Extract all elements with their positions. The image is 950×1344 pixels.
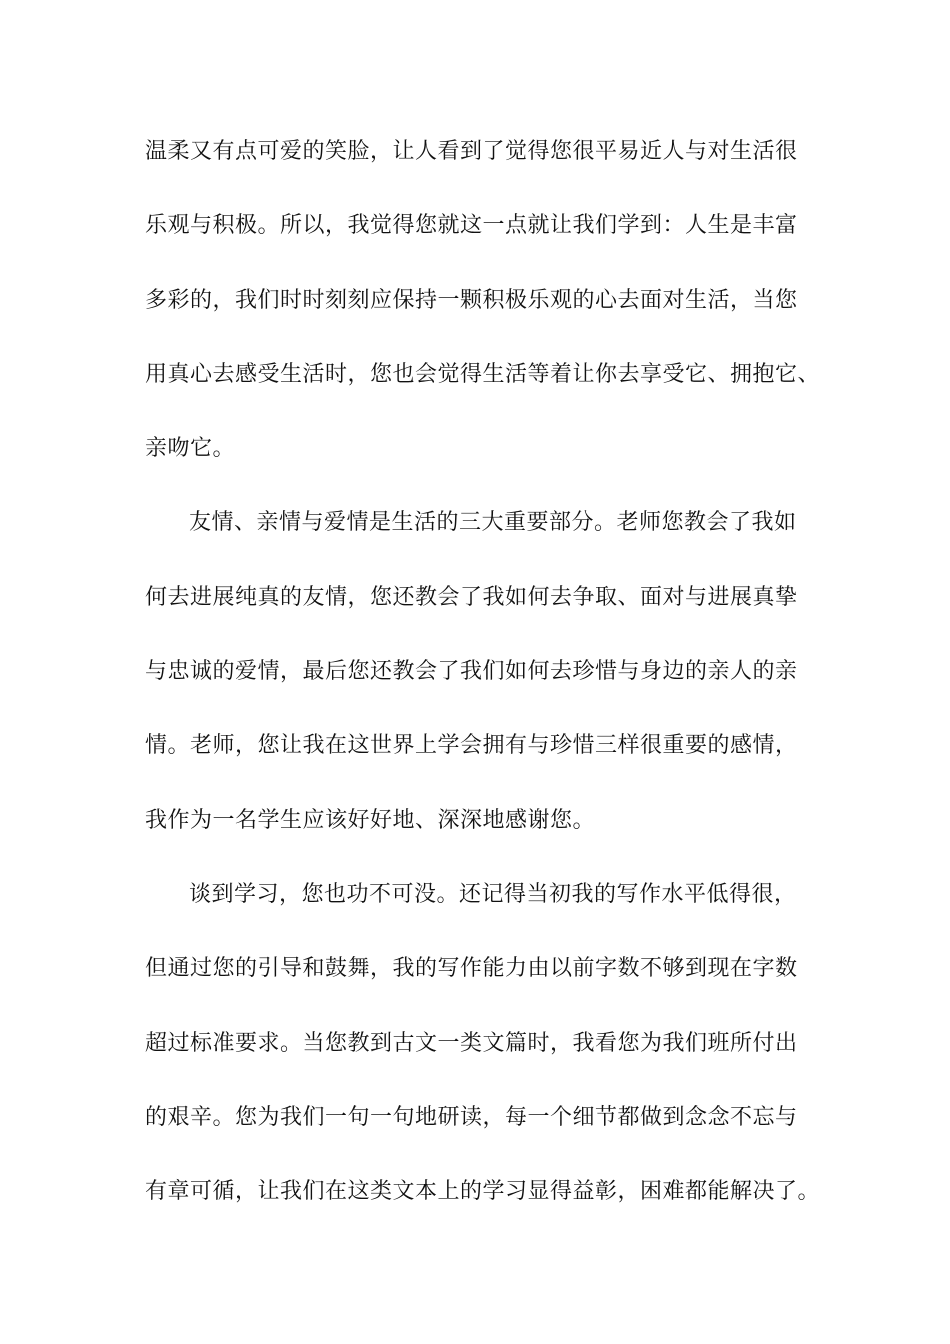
text-line: 超过标准要求。当您教到古文一类文篇时，我看您为我们班所付出: [145, 1030, 798, 1056]
text-line: 我作为一名学生应该好好地、深深地感谢您。: [145, 807, 596, 833]
paragraph-start-line: 谈到学习，您也功不可没。还记得当初我的写作水平低得很，: [189, 881, 797, 907]
text-line: 有章可循，让我们在这类文本上的学习显得益彰，困难都能解决了。: [145, 1179, 821, 1205]
text-line: 亲吻它。: [145, 436, 236, 462]
text-line: 但通过您的引导和鼓舞，我的写作能力由以前字数不够到现在字数: [145, 956, 798, 982]
paragraph-start-line: 友情、亲情与爱情是生活的三大重要部分。老师您教会了我如: [189, 510, 797, 536]
text-line: 与忠诚的爱情，最后您还教会了我们如何去珍惜与身边的亲人的亲: [145, 659, 798, 685]
text-line: 温柔又有点可爱的笑脸，让人看到了觉得您很平易近人与对生活很: [145, 139, 798, 164]
text-line: 何去进展纯真的友情，您还教会了我如何去争取、面对与进展真挚: [145, 584, 798, 610]
text-line: 情。老师，您让我在这世界上学会拥有与珍惜三样很重要的感情，: [145, 733, 798, 759]
text-line: 乐观与积极。所以，我觉得您就这一点就让我们学到：人生是丰富: [145, 213, 798, 239]
text-line: 多彩的，我们时时刻刻应保持一颗积极乐观的心去面对生活，当您: [145, 287, 798, 313]
text-line: 的艰辛。您为我们一句一句地研读，每一个细节都做到念念不忘与: [145, 1104, 798, 1130]
text-line: 用真心去感受生活时，您也会觉得生活等着让你去享受它、拥抱它、: [145, 361, 821, 387]
body-text: [145, 130, 825, 1244]
